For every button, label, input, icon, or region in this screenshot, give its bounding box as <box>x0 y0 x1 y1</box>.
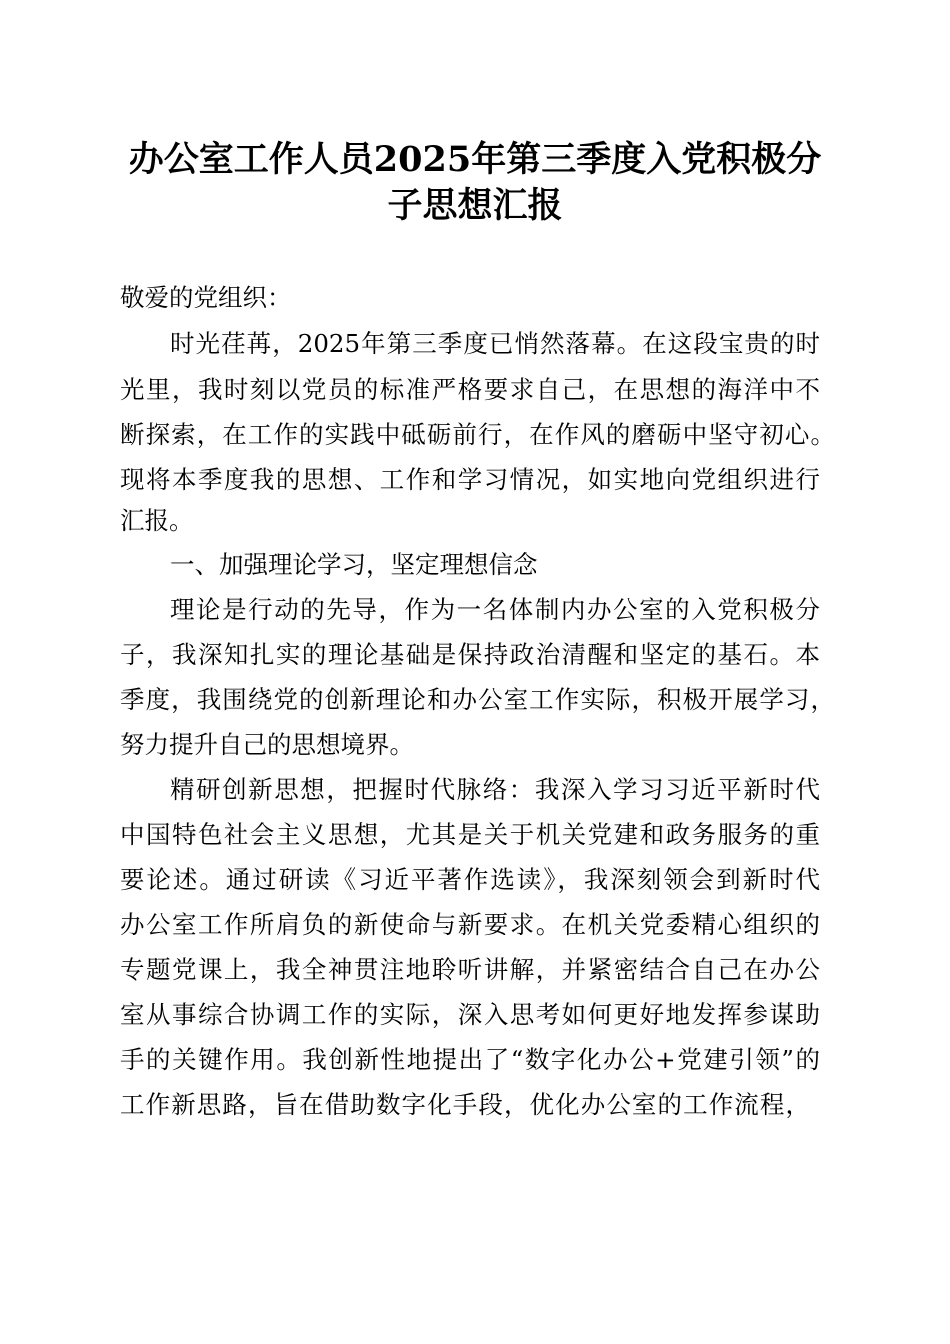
paragraph-line: 光里，我时刻以党员的标准严格要求自己，在思想的海洋中不 <box>120 375 820 404</box>
section-heading: 一、加强理论学习，坚定理想信念 <box>170 550 538 579</box>
document-title-line-2: 子思想汇报 <box>387 185 563 226</box>
paragraph-line: 专题党课上，我全神贯注地聆听讲解，并紧密结合自己在办公 <box>120 955 820 984</box>
paragraph-line: 季度，我围绕党的创新理论和办公室工作实际，积极开展学习， <box>120 685 835 714</box>
paragraph-line: 理论是行动的先导，作为一名体制内办公室的入党积极分 <box>170 595 820 624</box>
salutation: 敬爱的党组织： <box>120 283 292 312</box>
paragraph-line: 要论述。通过研读《习近平著作选读》，我深刻领会到新时代 <box>120 865 820 894</box>
paragraph-line: 精研创新思想，把握时代脉络：我深入学习习近平新时代 <box>170 775 820 804</box>
paragraph-line: 室从事综合协调工作的实际，深入思考如何更好地发挥参谋助 <box>120 1000 820 1029</box>
paragraph-line: 时光荏苒，2025年第三季度已悄然落幕。在这段宝贵的时 <box>170 329 820 358</box>
paragraph-line: 汇报。 <box>120 506 194 535</box>
paragraph-line: 努力提升自己的思想境界。 <box>120 730 414 759</box>
paragraph-line: 手的关键作用。我创新性地提出了“数字化办公+党建引领”的 <box>120 1045 820 1074</box>
paragraph-line: 现将本季度我的思想、工作和学习情况，如实地向党组织进行 <box>120 465 820 494</box>
document-title-line-1: 办公室工作人员2025年第三季度入党积极分 <box>128 139 822 180</box>
paragraph-line: 工作新思路，旨在借助数字化手段，优化办公室的工作流程， <box>120 1090 810 1119</box>
paragraph-line: 中国特色社会主义思想，尤其是关于机关党建和政务服务的重 <box>120 820 820 849</box>
paragraph-line: 断探索，在工作的实践中砥砺前行，在作风的磨砺中坚守初心。 <box>120 420 835 449</box>
paragraph-line: 办公室工作所肩负的新使命与新要求。在机关党委精心组织的 <box>120 910 820 939</box>
paragraph-line: 子，我深知扎实的理论基础是保持政治清醒和坚定的基石。本 <box>120 640 820 669</box>
